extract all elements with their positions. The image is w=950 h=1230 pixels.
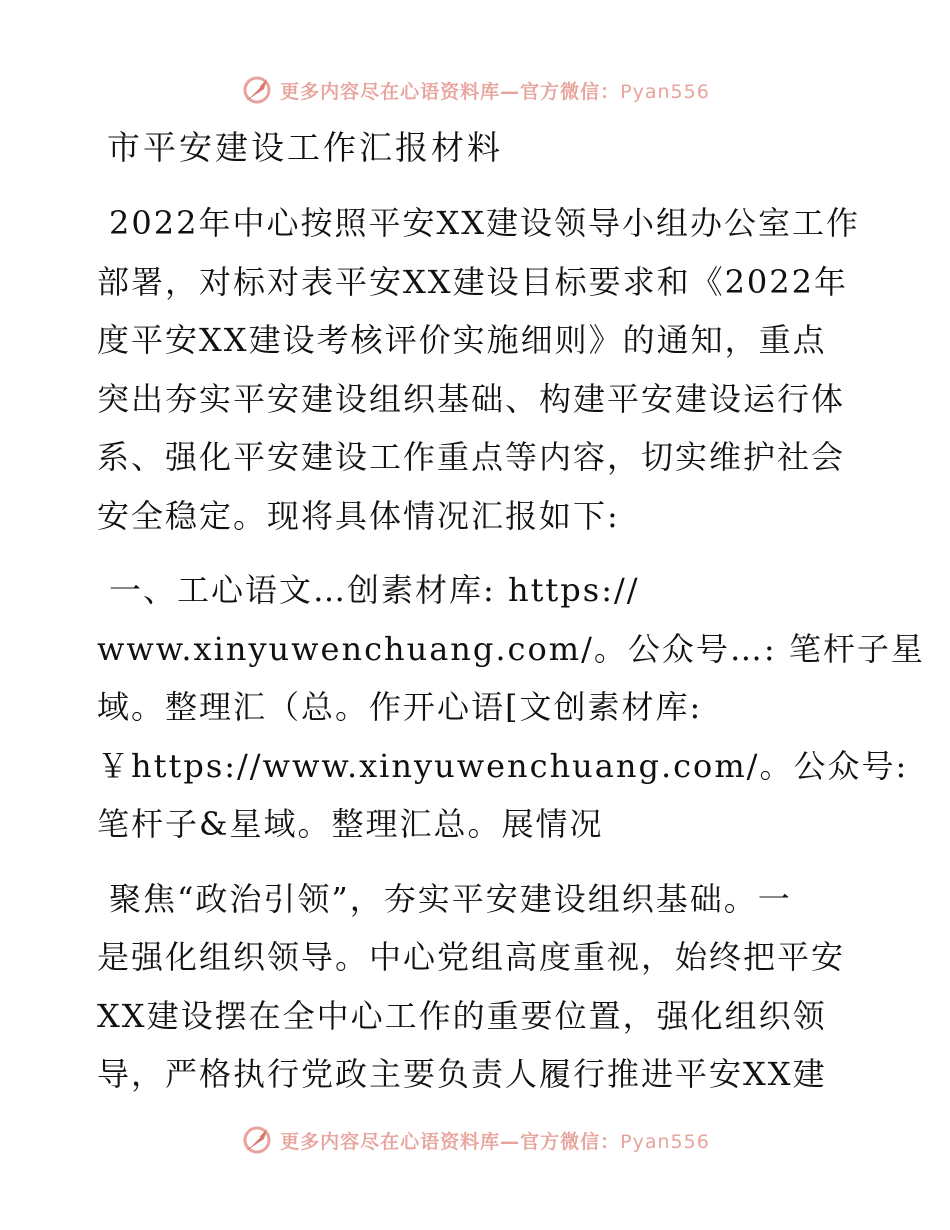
watermark-slogan: 更多内容尽在心语资料库—官方微信： [280, 80, 621, 103]
paragraph-political-leadership [97, 870, 857, 1104]
watermark-text [280, 1127, 710, 1154]
text-line: 突出夯实平安建设组织基础、构建平安建设运行体 [97, 379, 846, 418]
text-line: 度平安XX建设考核评价实施细则》的通知，重点 [97, 321, 827, 359]
watermark-text [280, 77, 710, 104]
watermark-wechat-handle: Pyan556 [620, 1130, 710, 1153]
paragraph-section-one [97, 561, 925, 854]
watermark-wechat-handle: Pyan556 [620, 80, 710, 103]
feather-pen-in-circle-icon [240, 1123, 274, 1157]
watermark-slogan: 更多内容尽在心语资料库—官方微信： [280, 1130, 621, 1153]
text-line: 聚焦“政治引领”，夯实平安建设组织基础。一 [109, 879, 792, 918]
text-line: 导，严格执行党政主要负责人履行推进平安XX建 [97, 1055, 827, 1093]
text-line: 笔杆子&星域。整理汇总。展情况 [97, 805, 604, 843]
paragraph-intro [97, 194, 861, 545]
footer-watermark [0, 1120, 950, 1160]
text-line: 域。整理汇（总。作开心语[文创素材库: [97, 688, 703, 726]
text-line: 安全稳定。现将具体情况汇报如下: [97, 496, 620, 535]
feather-pen-in-circle-icon [240, 73, 274, 107]
text-line: 2022年中心按照平安XX建设领导小组办公室工作 [109, 204, 861, 242]
text-line: 一、工心语文…创素材库: https:// [109, 571, 640, 609]
text-line: ￥https://www.xinyuwenchuang.com/。公众号: [97, 746, 909, 785]
header-watermark [0, 70, 950, 110]
text-line: 是强化组织领导。中心党组高度重视，始终把平安 [97, 938, 846, 976]
document-title: 市平安建设工作汇报材料 [107, 128, 503, 167]
text-line: 系、强化平安建设工作重点等内容，切实维护社会 [97, 438, 846, 476]
text-line: XX建设摆在全中心工作的重要位置，强化组织领 [97, 996, 827, 1035]
text-line: www.xinyuwenchuang.com/。公众号…: 笔杆子星 [97, 629, 925, 668]
text-line: 部署，对标对表平安XX建设目标要求和《2022年 [97, 262, 849, 301]
document-body [97, 122, 925, 1104]
